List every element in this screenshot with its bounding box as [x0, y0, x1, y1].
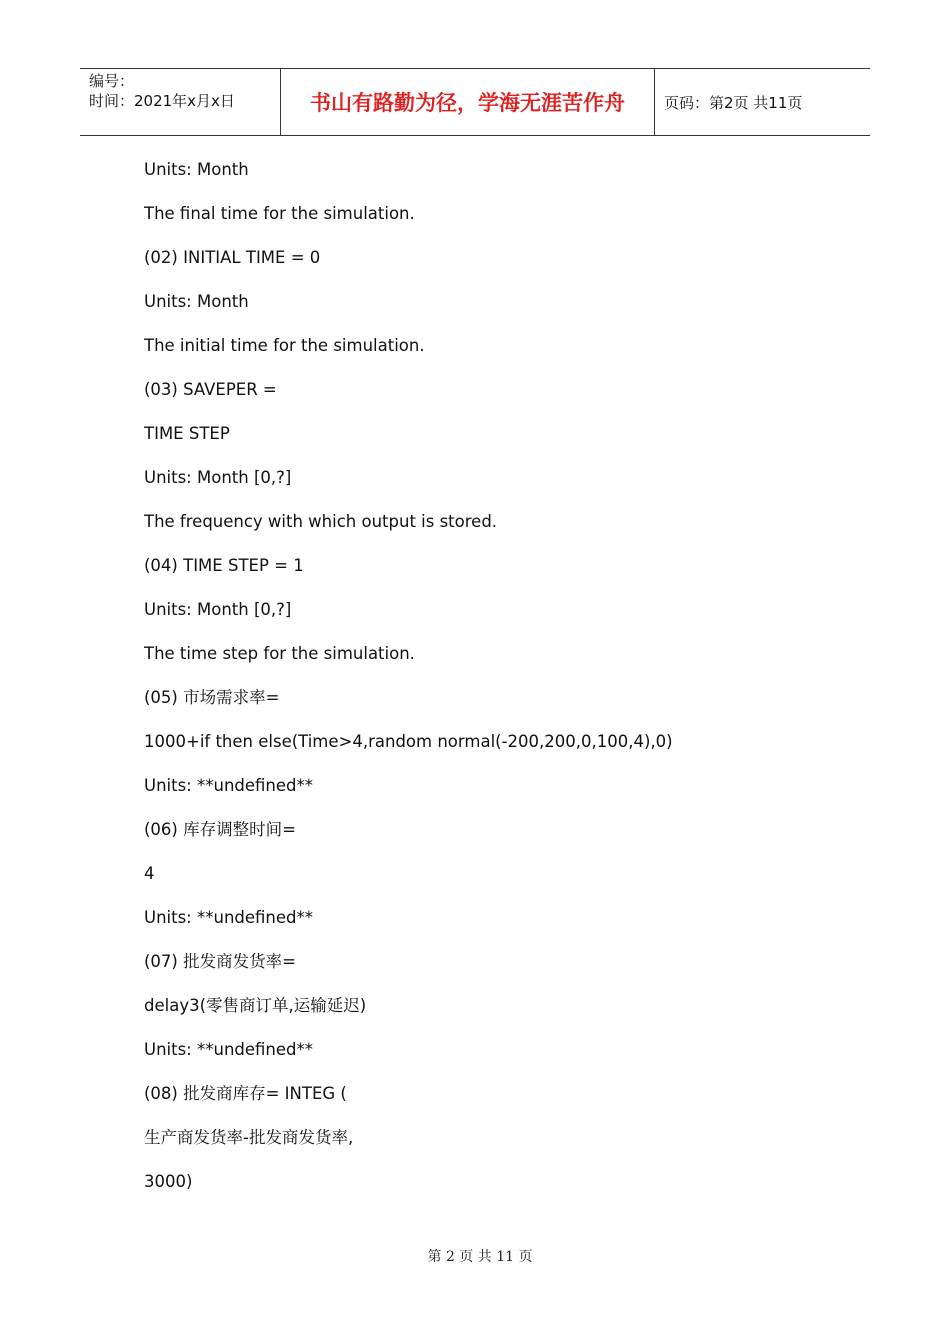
page-header	[80, 68, 870, 136]
header-page-number: 页码：第2页 共11页	[664, 93, 803, 112]
text-line: The frequency with which output is stored.	[144, 512, 498, 531]
page-footer: 第 2 页 共 11 页	[427, 1249, 533, 1265]
text-line: Units: Month	[144, 292, 249, 311]
text-line: 生产商发货率-批发商发货率,	[144, 1128, 354, 1147]
text-line: Units: Month [0,?]	[144, 468, 292, 487]
text-line: (04) TIME STEP = 1	[144, 556, 304, 575]
text-line: (06) 库存调整时间=	[144, 820, 296, 839]
text-line: The time step for the simulation.	[144, 644, 415, 663]
text-line: delay3(零售商订单,运输延迟)	[144, 996, 367, 1015]
text-line: (02) INITIAL TIME = 0	[144, 248, 321, 267]
header-motto: 书山有路勤为径，学海无涯苦作舟	[281, 69, 655, 135]
text-line: (03) SAVEPER =	[144, 380, 277, 399]
text-line: The initial time for the simulation.	[144, 336, 425, 355]
document-time-label: 时间：2021年x月x日	[89, 92, 235, 110]
text-line: 4	[144, 864, 155, 883]
text-line: Units: **undefined**	[144, 776, 314, 795]
text-line: 3000)	[144, 1172, 193, 1191]
text-line: TIME STEP	[144, 424, 230, 443]
text-line: Units: Month	[144, 160, 249, 179]
document-number-label: 编号：	[89, 72, 135, 90]
text-line: (05) 市场需求率=	[144, 688, 280, 707]
text-line: (07) 批发商发货率=	[144, 952, 296, 971]
text-line: Units: Month [0,?]	[144, 600, 292, 619]
text-line: Units: **undefined**	[144, 908, 314, 927]
text-line: Units: **undefined**	[144, 1040, 314, 1059]
text-line: 1000+if then else(Time>4,random normal(-200,200,0,100,4),0)	[144, 732, 673, 751]
header-info-cell	[80, 69, 281, 135]
text-line: The final time for the simulation.	[144, 204, 415, 223]
text-line: (08) 批发商库存= INTEG (	[144, 1084, 347, 1103]
document-body	[144, 152, 864, 1208]
